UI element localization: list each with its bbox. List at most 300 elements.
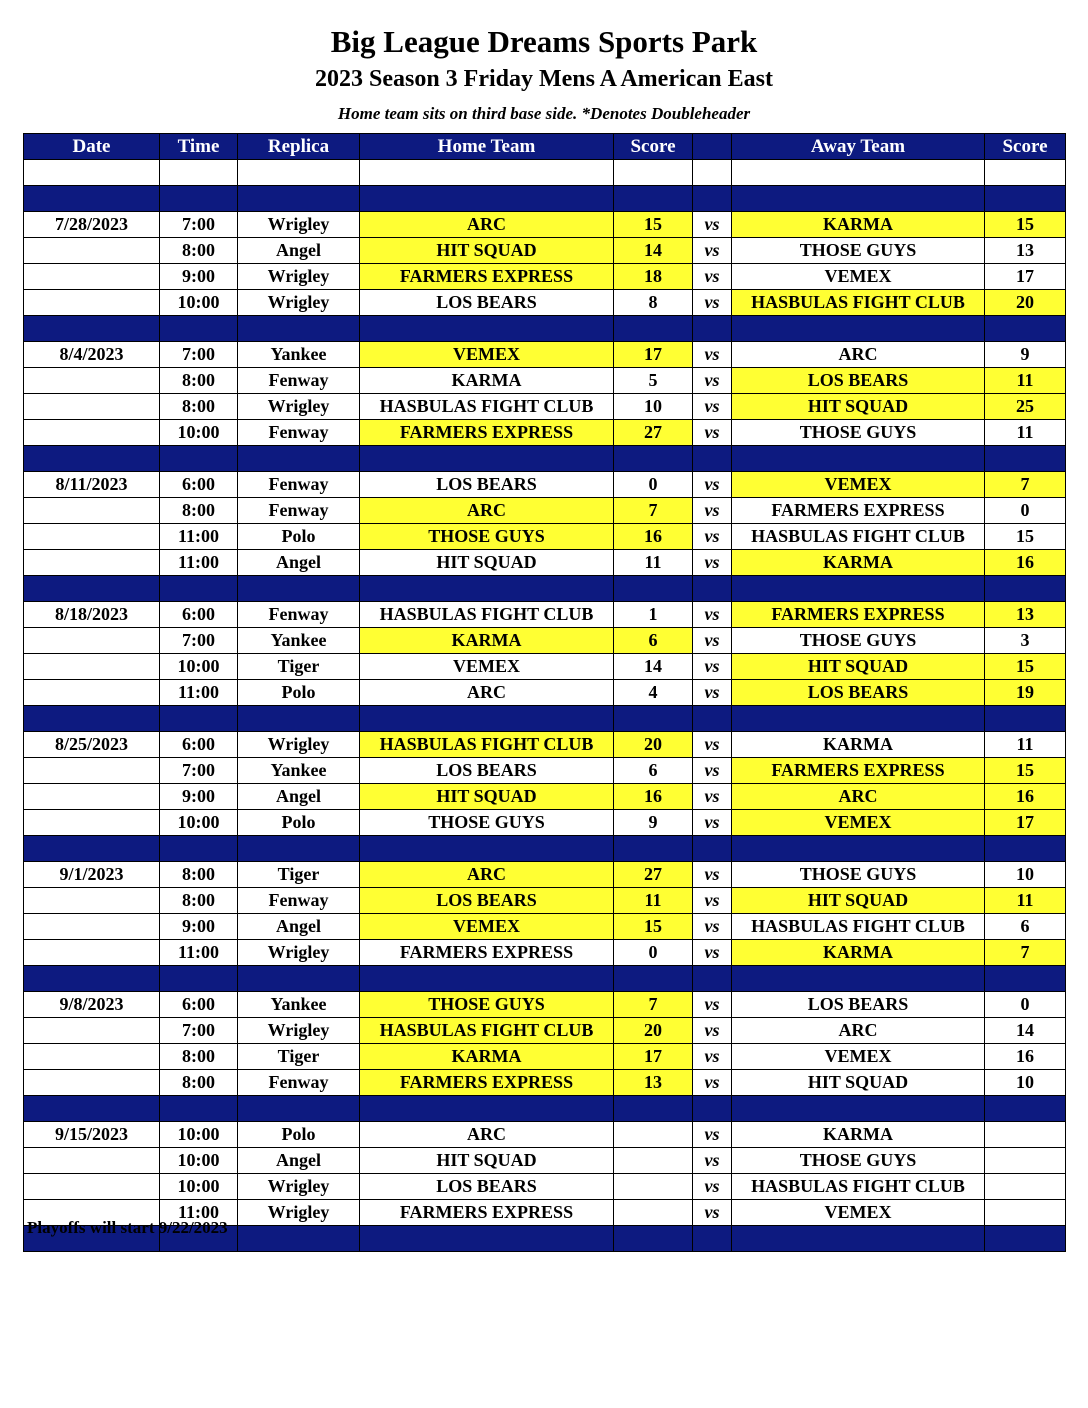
game-row <box>24 498 1066 524</box>
game-date <box>24 810 160 836</box>
game-row <box>24 1122 1066 1148</box>
separator-cell <box>614 446 693 472</box>
separator-cell <box>360 966 614 992</box>
home-team: HASBULAS FIGHT CLUB <box>360 602 614 628</box>
game-date <box>24 290 160 316</box>
vs-label: vs <box>693 654 732 680</box>
away-score: 13 <box>985 238 1066 264</box>
game-time: 8:00 <box>160 498 238 524</box>
game-time: 10:00 <box>160 810 238 836</box>
separator-cell <box>238 576 360 602</box>
week-separator <box>24 576 1066 602</box>
home-score: 7 <box>614 498 693 524</box>
game-row <box>24 680 1066 706</box>
separator-cell <box>360 836 614 862</box>
away-team: FARMERS EXPRESS <box>732 758 985 784</box>
week-separator <box>24 316 1066 342</box>
game-replica: Wrigley <box>238 212 360 238</box>
game-replica: Angel <box>238 1148 360 1174</box>
game-time: 8:00 <box>160 888 238 914</box>
home-team: THOSE GUYS <box>360 810 614 836</box>
game-time: 8:00 <box>160 1070 238 1096</box>
week-separator <box>24 706 1066 732</box>
game-time: 6:00 <box>160 992 238 1018</box>
game-replica: Polo <box>238 810 360 836</box>
game-date: 9/8/2023 <box>24 992 160 1018</box>
game-replica: Fenway <box>238 498 360 524</box>
vs-label: vs <box>693 680 732 706</box>
game-row <box>24 888 1066 914</box>
away-score: 10 <box>985 862 1066 888</box>
vs-label: vs <box>693 420 732 446</box>
vs-label: vs <box>693 914 732 940</box>
vs-label: vs <box>693 212 732 238</box>
vs-label: vs <box>693 394 732 420</box>
game-row <box>24 758 1066 784</box>
separator-cell <box>614 316 693 342</box>
away-team: HASBULAS FIGHT CLUB <box>732 1174 985 1200</box>
away-score: 7 <box>985 940 1066 966</box>
game-time: 9:00 <box>160 264 238 290</box>
game-date <box>24 550 160 576</box>
game-row <box>24 784 1066 810</box>
away-team: KARMA <box>732 940 985 966</box>
schedule-note: Home team sits on third base side. *Denotes Doubleheader <box>337 104 751 123</box>
separator-cell <box>614 836 693 862</box>
game-row <box>24 914 1066 940</box>
away-score: 17 <box>985 264 1066 290</box>
away-team: HIT SQUAD <box>732 654 985 680</box>
away-score: 14 <box>985 1018 1066 1044</box>
game-replica: Polo <box>238 1122 360 1148</box>
home-score: 7 <box>614 992 693 1018</box>
separator-cell <box>238 836 360 862</box>
separator-cell <box>614 1096 693 1122</box>
separator-cell <box>732 186 985 212</box>
home-team: HIT SQUAD <box>360 784 614 810</box>
away-team: HIT SQUAD <box>732 394 985 420</box>
vs-label: vs <box>693 472 732 498</box>
game-time: 10:00 <box>160 290 238 316</box>
away-score <box>985 1122 1066 1148</box>
game-date <box>24 758 160 784</box>
away-team: THOSE GUYS <box>732 862 985 888</box>
vs-label: vs <box>693 758 732 784</box>
home-score: 20 <box>614 732 693 758</box>
home-team: VEMEX <box>360 654 614 680</box>
separator-cell <box>24 186 160 212</box>
vs-label: vs <box>693 264 732 290</box>
vs-label: vs <box>693 1174 732 1200</box>
home-score: 17 <box>614 1044 693 1070</box>
vs-label: vs <box>693 810 732 836</box>
home-team: KARMA <box>360 628 614 654</box>
vs-label: vs <box>693 524 732 550</box>
away-team: THOSE GUYS <box>732 238 985 264</box>
home-team: FARMERS EXPRESS <box>360 420 614 446</box>
vs-label: vs <box>693 1070 732 1096</box>
separator-cell <box>160 836 238 862</box>
game-date <box>24 914 160 940</box>
separator-cell <box>985 966 1066 992</box>
away-team: HIT SQUAD <box>732 888 985 914</box>
separator-cell <box>360 1226 614 1252</box>
game-replica: Angel <box>238 550 360 576</box>
away-score: 7 <box>985 472 1066 498</box>
home-team: VEMEX <box>360 914 614 940</box>
away-score: 16 <box>985 1044 1066 1070</box>
game-row <box>24 368 1066 394</box>
away-score: 15 <box>985 212 1066 238</box>
game-replica: Yankee <box>238 992 360 1018</box>
game-row <box>24 550 1066 576</box>
col-header-vs <box>693 134 732 160</box>
home-team: HASBULAS FIGHT CLUB <box>360 1018 614 1044</box>
separator-cell <box>160 316 238 342</box>
game-date <box>24 628 160 654</box>
separator-cell <box>360 1096 614 1122</box>
vs-label: vs <box>693 290 732 316</box>
game-date: 9/1/2023 <box>24 862 160 888</box>
col-header-time: Time <box>160 134 238 160</box>
separator-cell <box>732 576 985 602</box>
game-replica: Tiger <box>238 654 360 680</box>
vs-label: vs <box>693 342 732 368</box>
separator-cell <box>693 706 732 732</box>
separator-cell <box>732 446 985 472</box>
game-replica: Fenway <box>238 472 360 498</box>
away-team: FARMERS EXPRESS <box>732 602 985 628</box>
away-team: ARC <box>732 1018 985 1044</box>
game-time: 7:00 <box>160 212 238 238</box>
away-team: ARC <box>732 784 985 810</box>
separator-cell <box>693 576 732 602</box>
separator-cell <box>360 186 614 212</box>
vs-label: vs <box>693 1044 732 1070</box>
game-replica: Angel <box>238 914 360 940</box>
week-separator <box>24 1096 1066 1122</box>
away-score: 10 <box>985 1070 1066 1096</box>
vs-label: vs <box>693 550 732 576</box>
vs-label: vs <box>693 628 732 654</box>
game-time: 10:00 <box>160 1174 238 1200</box>
game-time: 11:00 <box>160 1200 238 1226</box>
away-score: 3 <box>985 628 1066 654</box>
game-replica: Wrigley <box>238 394 360 420</box>
home-score: 17 <box>614 342 693 368</box>
game-replica: Yankee <box>238 628 360 654</box>
separator-cell <box>614 1226 693 1252</box>
away-score: 15 <box>985 524 1066 550</box>
away-team: VEMEX <box>732 1200 985 1226</box>
home-team: KARMA <box>360 368 614 394</box>
away-score: 16 <box>985 784 1066 810</box>
blank-row <box>24 160 1066 186</box>
schedule-table <box>23 133 1066 1252</box>
week-separator <box>24 966 1066 992</box>
away-score: 0 <box>985 498 1066 524</box>
separator-cell <box>24 706 160 732</box>
game-replica: Wrigley <box>238 264 360 290</box>
col-header-replica: Replica <box>238 134 360 160</box>
separator-cell <box>985 316 1066 342</box>
game-time: 8:00 <box>160 368 238 394</box>
playoffs-note: Playoffs will start 9/22/2023 <box>27 1218 228 1237</box>
schedule-body <box>24 160 1066 1252</box>
away-score: 9 <box>985 342 1066 368</box>
game-row <box>24 628 1066 654</box>
game-date <box>24 888 160 914</box>
away-score <box>985 1174 1066 1200</box>
separator-cell <box>732 966 985 992</box>
game-row <box>24 342 1066 368</box>
game-row <box>24 1174 1066 1200</box>
separator-cell <box>24 316 160 342</box>
home-team: HASBULAS FIGHT CLUB <box>360 394 614 420</box>
game-time: 6:00 <box>160 472 238 498</box>
game-time: 11:00 <box>160 524 238 550</box>
separator-cell <box>360 316 614 342</box>
game-row <box>24 992 1066 1018</box>
game-date <box>24 1044 160 1070</box>
away-score: 15 <box>985 758 1066 784</box>
game-time: 10:00 <box>160 1148 238 1174</box>
game-replica: Fenway <box>238 1070 360 1096</box>
separator-cell <box>985 186 1066 212</box>
away-team: HASBULAS FIGHT CLUB <box>732 914 985 940</box>
game-replica: Yankee <box>238 342 360 368</box>
game-replica: Yankee <box>238 758 360 784</box>
vs-label: vs <box>693 940 732 966</box>
game-date <box>24 368 160 394</box>
home-team: VEMEX <box>360 342 614 368</box>
separator-cell <box>614 966 693 992</box>
separator-cell <box>693 966 732 992</box>
game-row <box>24 1070 1066 1096</box>
game-date <box>24 524 160 550</box>
game-row <box>24 420 1066 446</box>
game-row <box>24 940 1066 966</box>
col-header-home-score: Score <box>614 134 693 160</box>
game-time: 10:00 <box>160 1122 238 1148</box>
separator-cell <box>732 1096 985 1122</box>
game-date: 9/15/2023 <box>24 1122 160 1148</box>
home-score: 8 <box>614 290 693 316</box>
game-replica: Tiger <box>238 1044 360 1070</box>
game-row <box>24 524 1066 550</box>
vs-label: vs <box>693 732 732 758</box>
game-time: 6:00 <box>160 732 238 758</box>
home-team: THOSE GUYS <box>360 524 614 550</box>
home-score <box>614 1200 693 1226</box>
away-team: THOSE GUYS <box>732 420 985 446</box>
game-row <box>24 238 1066 264</box>
away-score: 6 <box>985 914 1066 940</box>
separator-cell <box>238 966 360 992</box>
game-date <box>24 238 160 264</box>
home-score: 27 <box>614 862 693 888</box>
home-score: 27 <box>614 420 693 446</box>
away-team: LOS BEARS <box>732 368 985 394</box>
game-replica: Wrigley <box>238 1174 360 1200</box>
game-date <box>24 1018 160 1044</box>
game-date <box>24 394 160 420</box>
separator-cell <box>238 1226 360 1252</box>
home-score <box>614 1122 693 1148</box>
home-score: 1 <box>614 602 693 628</box>
vs-label: vs <box>693 498 732 524</box>
separator-cell <box>160 1096 238 1122</box>
week-separator <box>24 446 1066 472</box>
game-row <box>24 290 1066 316</box>
game-row <box>24 1044 1066 1070</box>
away-score: 16 <box>985 550 1066 576</box>
away-team: VEMEX <box>732 1044 985 1070</box>
separator-cell <box>693 186 732 212</box>
home-score: 15 <box>614 212 693 238</box>
game-row <box>24 862 1066 888</box>
separator-cell <box>238 446 360 472</box>
game-row <box>24 472 1066 498</box>
game-replica: Fenway <box>238 368 360 394</box>
separator-cell <box>360 706 614 732</box>
game-time: 7:00 <box>160 1018 238 1044</box>
away-score <box>985 1200 1066 1226</box>
game-time: 7:00 <box>160 758 238 784</box>
game-row <box>24 1018 1066 1044</box>
separator-cell <box>693 1096 732 1122</box>
separator-cell <box>238 706 360 732</box>
away-score: 11 <box>985 732 1066 758</box>
away-team: FARMERS EXPRESS <box>732 498 985 524</box>
game-replica: Polo <box>238 680 360 706</box>
home-team: ARC <box>360 1122 614 1148</box>
away-team: ARC <box>732 342 985 368</box>
game-replica: Wrigley <box>238 1200 360 1226</box>
separator-cell <box>360 446 614 472</box>
home-team: FARMERS EXPRESS <box>360 1200 614 1226</box>
page-subtitle: 2023 Season 3 Friday Mens A American East <box>314 66 773 92</box>
game-time: 7:00 <box>160 342 238 368</box>
page-title: Big League Dreams Sports Park <box>330 24 758 59</box>
home-team: LOS BEARS <box>360 758 614 784</box>
home-score: 4 <box>614 680 693 706</box>
col-header-date: Date <box>24 134 160 160</box>
home-team: LOS BEARS <box>360 1174 614 1200</box>
home-team: ARC <box>360 498 614 524</box>
home-score: 20 <box>614 1018 693 1044</box>
game-time: 8:00 <box>160 862 238 888</box>
away-score: 0 <box>985 992 1066 1018</box>
home-team: HASBULAS FIGHT CLUB <box>360 732 614 758</box>
away-team: VEMEX <box>732 472 985 498</box>
separator-cell <box>24 836 160 862</box>
vs-label: vs <box>693 238 732 264</box>
week-separator <box>24 836 1066 862</box>
game-date: 8/18/2023 <box>24 602 160 628</box>
game-replica: Fenway <box>238 602 360 628</box>
home-score: 5 <box>614 368 693 394</box>
home-score: 14 <box>614 238 693 264</box>
away-team: KARMA <box>732 1122 985 1148</box>
game-replica: Fenway <box>238 420 360 446</box>
table-header-row <box>24 134 1066 160</box>
home-score <box>614 1148 693 1174</box>
game-date: 8/4/2023 <box>24 342 160 368</box>
vs-label: vs <box>693 862 732 888</box>
separator-cell <box>732 836 985 862</box>
home-team: FARMERS EXPRESS <box>360 264 614 290</box>
game-time: 10:00 <box>160 654 238 680</box>
away-score: 20 <box>985 290 1066 316</box>
separator-cell <box>160 186 238 212</box>
separator-cell <box>24 576 160 602</box>
separator-cell <box>693 836 732 862</box>
home-score: 0 <box>614 472 693 498</box>
game-date: 7/28/2023 <box>24 212 160 238</box>
game-time: 9:00 <box>160 784 238 810</box>
away-team: THOSE GUYS <box>732 1148 985 1174</box>
home-score: 14 <box>614 654 693 680</box>
home-team: THOSE GUYS <box>360 992 614 1018</box>
game-time: 10:00 <box>160 420 238 446</box>
separator-cell <box>985 836 1066 862</box>
game-date <box>24 498 160 524</box>
separator-cell <box>985 576 1066 602</box>
home-team: FARMERS EXPRESS <box>360 940 614 966</box>
separator-cell <box>985 1226 1066 1252</box>
game-replica: Wrigley <box>238 940 360 966</box>
home-score: 13 <box>614 1070 693 1096</box>
separator-cell <box>160 446 238 472</box>
game-time: 9:00 <box>160 914 238 940</box>
separator-cell <box>614 706 693 732</box>
game-row <box>24 602 1066 628</box>
away-score: 15 <box>985 654 1066 680</box>
game-row <box>24 732 1066 758</box>
away-team: HIT SQUAD <box>732 1070 985 1096</box>
away-score: 11 <box>985 888 1066 914</box>
home-score: 16 <box>614 524 693 550</box>
away-score: 11 <box>985 368 1066 394</box>
home-team: LOS BEARS <box>360 472 614 498</box>
vs-label: vs <box>693 1200 732 1226</box>
separator-cell <box>985 446 1066 472</box>
separator-cell <box>160 576 238 602</box>
game-replica: Fenway <box>238 888 360 914</box>
away-score: 19 <box>985 680 1066 706</box>
game-date: 8/11/2023 <box>24 472 160 498</box>
game-time: 8:00 <box>160 1044 238 1070</box>
away-team: THOSE GUYS <box>732 628 985 654</box>
separator-cell <box>732 1226 985 1252</box>
separator-cell <box>238 186 360 212</box>
game-row <box>24 1148 1066 1174</box>
home-team: HIT SQUAD <box>360 1148 614 1174</box>
game-row <box>24 212 1066 238</box>
vs-label: vs <box>693 602 732 628</box>
away-team: VEMEX <box>732 264 985 290</box>
game-time: 8:00 <box>160 238 238 264</box>
home-score: 10 <box>614 394 693 420</box>
separator-cell <box>985 1096 1066 1122</box>
game-date <box>24 1174 160 1200</box>
game-date <box>24 654 160 680</box>
game-row <box>24 394 1066 420</box>
game-replica: Wrigley <box>238 732 360 758</box>
game-time: 8:00 <box>160 394 238 420</box>
home-score: 15 <box>614 914 693 940</box>
